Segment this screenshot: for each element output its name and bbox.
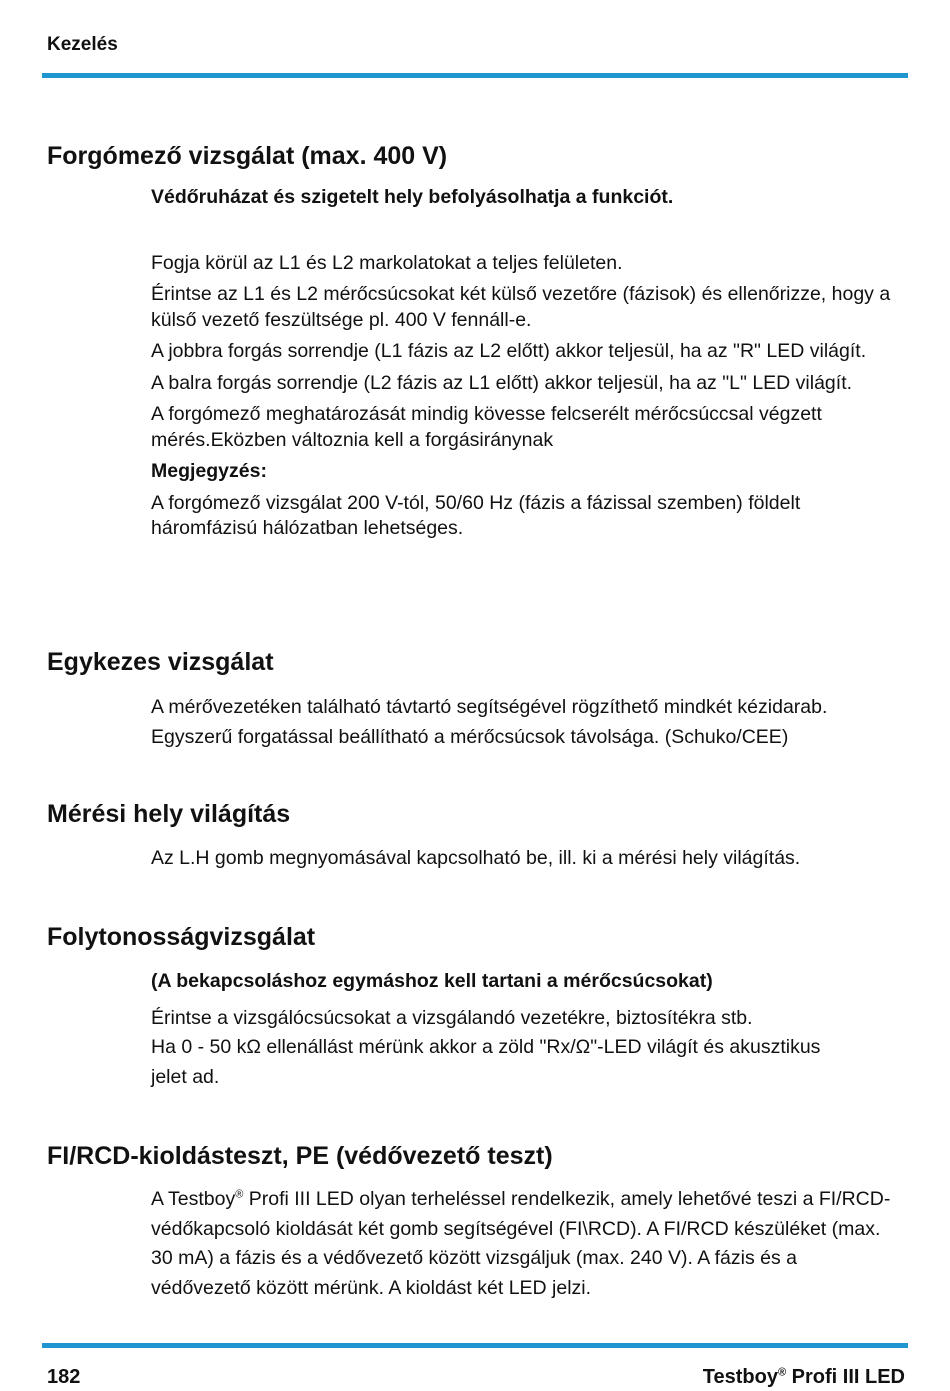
paragraph: Ha 0 - 50 kΩ ellenállást mérünk akkor a zöld "Rx/Ω"-LED világít és akusztikus jelet ad. xyxy=(151,1036,821,1088)
paragraph: A balra forgás sorrendje (L2 fázis az L1 előtt) akkor teljesül, ha az "L" LED világít. xyxy=(151,371,853,394)
section-title-continuity: Folytonosságvizsgálat xyxy=(47,923,316,951)
warning-text: Védőruházat és szigetelt hely befolyásolhatja a funkciót. xyxy=(151,186,674,208)
section-title-rotating-field: Forgómező vizsgálat (max. 400 V) xyxy=(47,142,448,170)
paragraph: A jobbra forgás sorrendje (L1 fázis az L2 előtt) akkor teljesül, ha az "R" LED világít. xyxy=(151,340,867,362)
section-title-one-hand: Egykezes vizsgálat xyxy=(47,648,274,676)
section-title-lighting: Mérési hely világítás xyxy=(47,800,291,828)
section-body-one-hand xyxy=(151,693,926,752)
section-body-rcd-test xyxy=(151,1185,896,1303)
registered-mark: ® xyxy=(235,1188,244,1201)
section-title-rcd-test: FI/RCD-kioldásteszt, PE (védővezető teszt) xyxy=(47,1142,553,1170)
page-number: 182 xyxy=(47,1366,81,1388)
product-model: Profi III LED xyxy=(786,1366,905,1388)
paragraph: A mérővezetéken található távtartó segítségével rögzíthető mindkét kézidarab. xyxy=(151,696,828,718)
paragraph: Érintse a vizsgálócsúcsokat a vizsgálandó vezetékre, biztosítékra stb. xyxy=(151,1006,753,1029)
section-body-continuity xyxy=(151,967,851,1092)
warning-text: (A bekapcsoláshoz egymáshoz kell tartani a mérőcsúcsokat) xyxy=(151,970,713,992)
paragraph: Egyszerű forgatással beállítható a mérőcsúcsok távolsága. (Schuko/CEE) xyxy=(151,725,789,748)
section-body-rotating-field xyxy=(151,185,911,548)
note-label: Megjegyzés: xyxy=(151,460,267,482)
section-body-lighting xyxy=(151,846,911,878)
brand-text: A Testboy xyxy=(151,1188,236,1210)
note-text: A forgómező vizsgálat 200 V-tól, 50/60 Hz (fázis a fázissal szemben) földelt háromfázisú hálózatban lehetséges. xyxy=(151,491,801,539)
header-rule xyxy=(42,73,908,78)
paragraph: Az L.H gomb megnyomásával kapcsolható be, ill. ki a mérési hely világítás. xyxy=(151,847,801,869)
footer-rule xyxy=(42,1343,908,1348)
paragraph: A forgómező meghatározását mindig kövesse felcserélt mérőcsúccsal végzett mérés.Eközben változnia kell a forgásiránynak xyxy=(151,403,822,451)
registered-mark: ® xyxy=(777,1366,787,1379)
paragraph-text: Profi III LED olyan terheléssel rendelkezik, amely lehetővé teszi a FI/RCD-védőkapcsoló kioldását két gomb segítségével (FI\RCD). A FI/RCD készüléket (max. 30 mA) a fázis és a védővezető között vizsgáljuk (max. 240 V). A fázis és a védővezető között mérünk. A kioldást két LED jelzi. xyxy=(151,1188,891,1299)
paragraph xyxy=(151,1185,896,1303)
paragraph: Fogja körül az L1 és L2 markolatokat a teljes felületen. xyxy=(151,251,623,274)
paragraph: Érintse az L1 és L2 mérőcsúcsokat két külső vezetőre (fázisok) és ellenőrizze, hogy a külső vezető feszültsége pl. 400 V fennáll-e. xyxy=(151,283,891,331)
running-header: Kezelés xyxy=(47,34,118,55)
product-name xyxy=(703,1366,905,1389)
brand-text: Testboy xyxy=(702,1366,778,1388)
